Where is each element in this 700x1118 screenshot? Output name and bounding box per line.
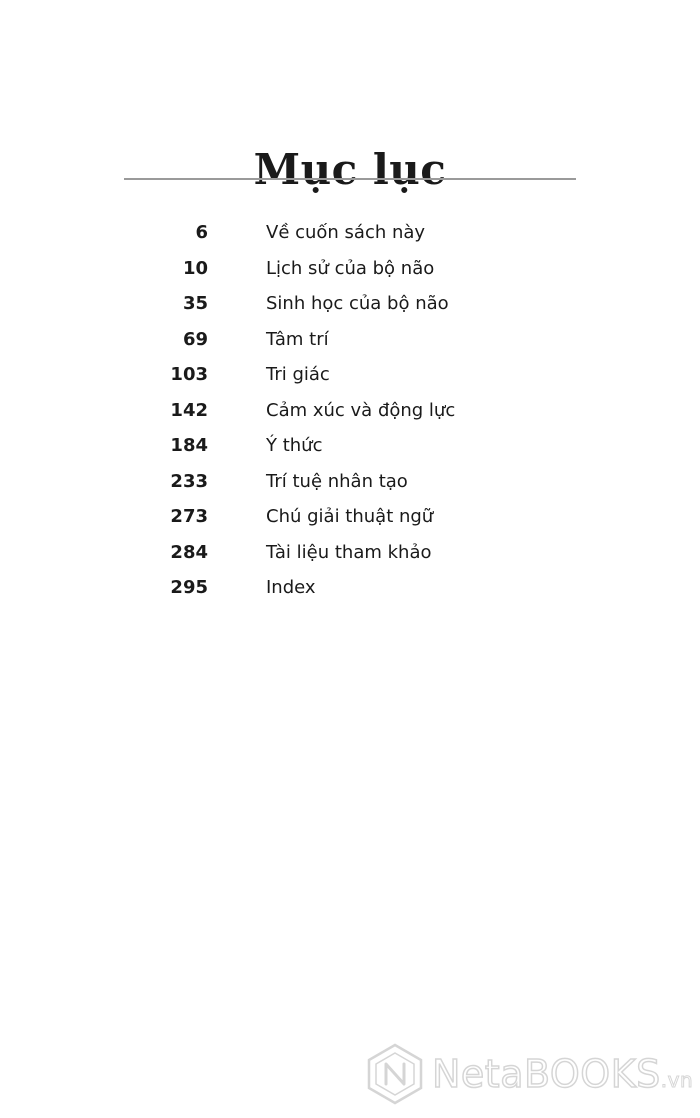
toc-page-number: 273 [170,506,208,527]
toc-entry[interactable] [0,289,700,325]
toc-entry[interactable] [0,538,700,574]
toc-entry[interactable] [0,467,700,503]
toc-entry-title: Tri giác [266,364,330,385]
toc-page-number: 6 [195,222,208,243]
toc-entry-title: Cảm xúc và động lực [266,399,456,421]
toc-entry-title: Tâm trí [266,328,329,350]
toc-page-number: 184 [170,435,208,456]
toc-entry-title: Trí tuệ nhân tạo [266,470,408,492]
toc-page-number: 284 [170,541,208,563]
toc-entry-title: Chú giải thuật ngữ [266,506,434,527]
toc-entry[interactable] [0,254,700,290]
toc-entry[interactable] [0,218,700,254]
toc-entry-title: Ý thức [266,435,323,456]
toc-entry[interactable] [0,360,700,396]
toc-entry[interactable] [0,431,700,467]
toc-entry-title: Sinh học của bộ não [266,293,449,314]
toc-page-number: 69 [182,328,208,350]
neta-logo-icon [364,1042,426,1106]
toc-entry-title: Lịch sử của bộ não [266,257,435,279]
toc-entry-title: Index [266,577,316,598]
table-of-contents [0,218,700,609]
toc-entry-title: Tài liệu tham khảo [266,541,432,563]
toc-entry[interactable] [0,325,700,361]
toc-page-number: 295 [170,577,208,598]
watermark-brand: NetaBOOKS [432,1052,661,1096]
watermark-text [432,1046,693,1108]
title-divider [124,178,576,180]
toc-page-number: 10 [182,257,208,279]
toc-page-number: 103 [170,364,208,385]
toc-entry[interactable] [0,396,700,432]
toc-page-number: 35 [182,293,208,314]
watermark [360,1038,694,1110]
toc-entry-title: Về cuốn sách này [266,222,426,243]
page-title: Mục lục [253,145,447,195]
toc-page-number: 233 [170,470,208,492]
toc-entry[interactable] [0,502,700,538]
toc-page-number: 142 [170,399,208,421]
watermark-suffix: .vn [660,1068,694,1092]
toc-entry[interactable] [0,573,700,609]
